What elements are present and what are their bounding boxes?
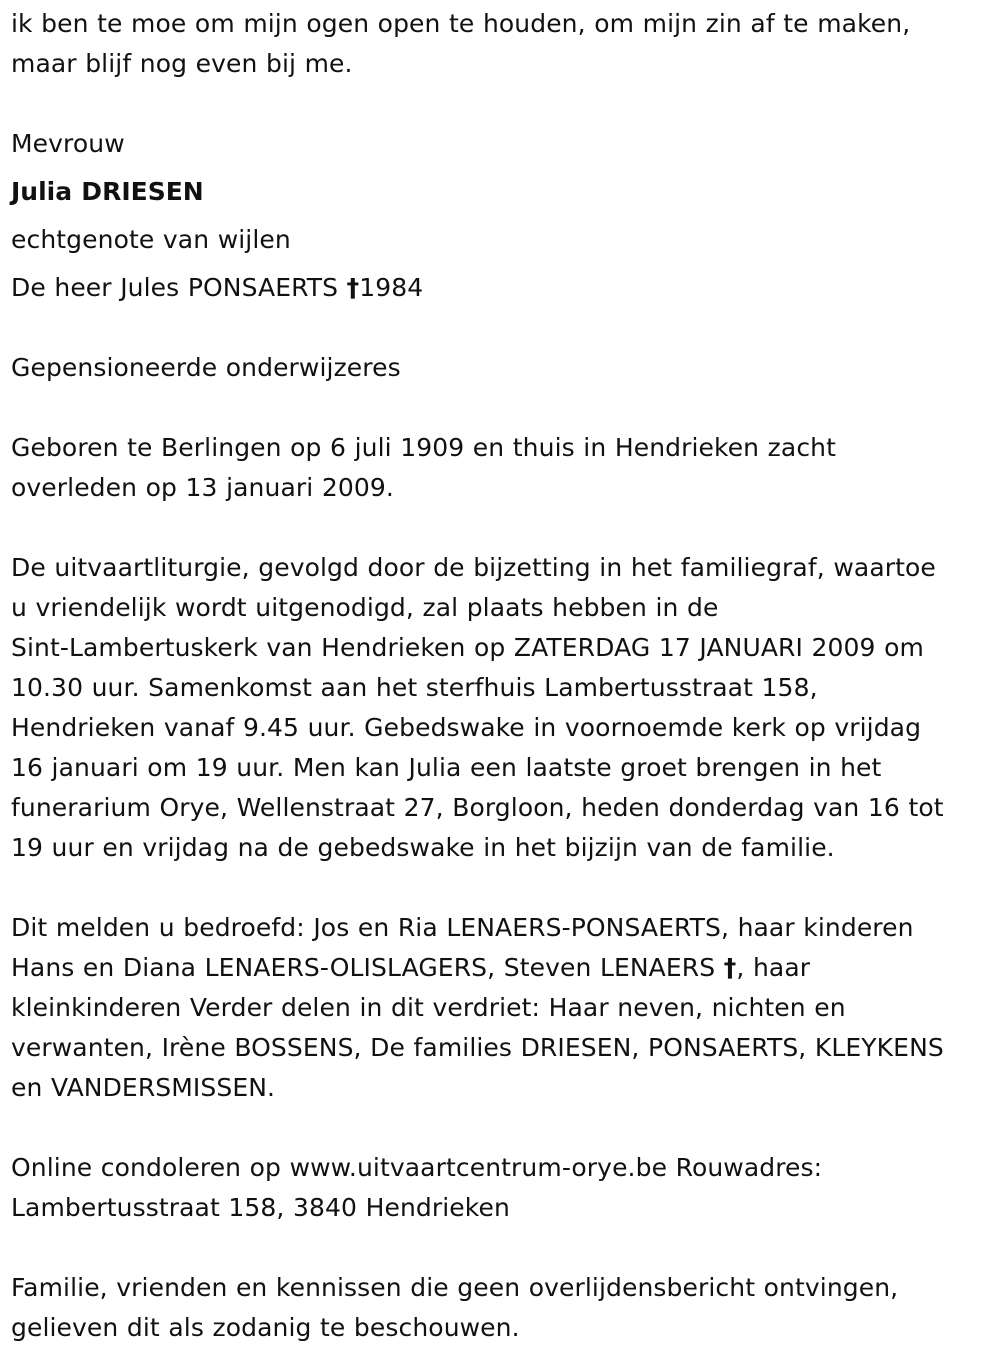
birth-death-line-2: overleden op 13 januari 2009. [11, 473, 394, 502]
funeral-line: 16 januari om 19 uur. Men kan Julia een laatste groet brengen in het [11, 753, 882, 782]
deceased-name: Julia DRIESEN [11, 177, 204, 206]
closing-line-1: Familie, vrienden en kennissen die geen overlijdensbericht ontvingen, [11, 1273, 899, 1302]
family-paragraph [11, 908, 990, 1108]
spouse-year: 1984 [359, 273, 424, 302]
funeral-line: funerarium Orye, Wellenstraat 27, Borgloon, heden donderdag van 16 tot [11, 793, 944, 822]
intro-line-2: maar blijf nog even bij me. [11, 49, 353, 78]
funeral-line: u vriendelijk wordt uitgenodigd, zal plaats hebben in de [11, 593, 719, 622]
funeral-line: 19 uur en vrijdag na de gebedswake in het bijzijn van de familie. [11, 833, 835, 862]
cross-icon: † [346, 273, 360, 302]
family-line-4: verwanten, Irène BOSSENS, De families DRIESEN, PONSAERTS, KLEYKENS [11, 1033, 944, 1062]
spouse-name: De heer Jules PONSAERTS [11, 273, 347, 302]
funeral-line: De uitvaartliturgie, gevolgd door de bijzetting in het familiegraf, waartoe [11, 553, 936, 582]
intro-quote [11, 4, 990, 84]
spouse-line [11, 268, 990, 308]
funeral-line: Hendrieken vanaf 9.45 uur. Gebedswake in voornoemde kerk op vrijdag [11, 713, 922, 742]
profession: Gepensioneerde onderwijzeres [11, 353, 401, 382]
family-line-1: Dit melden u bedroefd: Jos en Ria LENAERS-PONSAERTS, haar kinderen [11, 913, 914, 942]
deceased-relation: echtgenote van wijlen [11, 225, 291, 254]
closing-line-2: gelieven dit als zodanig te beschouwen. [11, 1313, 520, 1342]
condolence-line-1: Online condoleren op www.uitvaartcentrum-orye.be Rouwadres: [11, 1153, 823, 1182]
condolence-line-2: Lambertusstraat 158, 3840 Hendrieken [11, 1193, 510, 1222]
family-line-3: kleinkinderen Verder delen in dit verdriet: Haar neven, nichten en [11, 993, 846, 1022]
family-line-2 [11, 948, 990, 988]
funeral-paragraph [11, 548, 990, 868]
deceased-title: Mevrouw [11, 129, 125, 158]
family-line-5: en VANDERSMISSEN. [11, 1073, 276, 1102]
birth-death-paragraph [11, 428, 990, 508]
condolence-paragraph [11, 1148, 990, 1228]
cross-icon: † [723, 953, 737, 982]
funeral-line: Sint-Lambertuskerk van Hendrieken op ZATERDAG 17 JANUARI 2009 om [11, 633, 924, 662]
family-line-2-start: Hans en Diana LENAERS-OLISLAGERS, Steven LENAERS [11, 953, 724, 982]
family-line-2-end: , haar [736, 953, 811, 982]
closing-paragraph [11, 1268, 990, 1348]
intro-line-1: ik ben te moe om mijn ogen open te houden, om mijn zin af te maken, [11, 9, 911, 38]
funeral-line: 10.30 uur. Samenkomst aan het sterfhuis Lambertusstraat 158, [11, 673, 818, 702]
birth-death-line-1: Geboren te Berlingen op 6 juli 1909 en thuis in Hendrieken zacht [11, 433, 837, 462]
